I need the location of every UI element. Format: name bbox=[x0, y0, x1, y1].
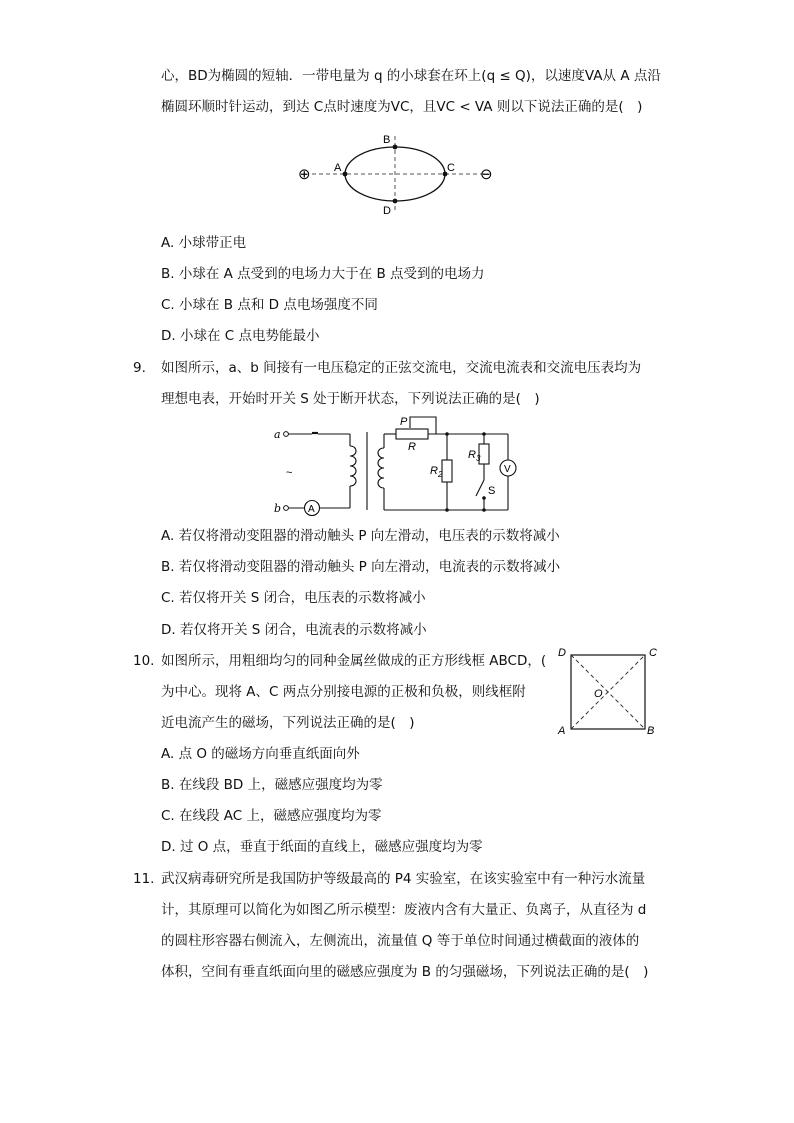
q10-number: 10. bbox=[133, 653, 155, 669]
q11-number: 11. bbox=[133, 871, 155, 887]
q8-option-d: D. 小球在 C 点电势能最小 bbox=[161, 328, 320, 344]
q11-stem-line3: 的圆柱形容器右侧流入，左侧流出，流量值 Q 等于单位时间通过横截面的液体的 bbox=[161, 933, 640, 949]
q10-option-c: C. 在线段 AC 上，磁感应强度均为零 bbox=[161, 808, 382, 824]
q9-circuit-figure bbox=[272, 414, 522, 518]
q9-label-a: a bbox=[274, 428, 281, 441]
q8-label-b: B bbox=[383, 134, 391, 146]
q9-resistor-r3 bbox=[479, 444, 489, 464]
q9-option-b: B. 若仅将滑动变阻器的滑动触头 P 向左滑动，电流表的示数将减小 bbox=[161, 559, 561, 575]
q10-label-d: D bbox=[558, 647, 566, 659]
q9-label-p: P bbox=[400, 416, 408, 428]
q9-junction-1 bbox=[445, 432, 449, 436]
q9-label-r2: $R_2$ bbox=[430, 465, 443, 479]
q10-label-a: A bbox=[558, 725, 566, 737]
q9-ac-source-symbol: ~ bbox=[286, 467, 293, 479]
q9-label-r3: $R_3$ bbox=[468, 449, 481, 463]
q10-option-d: D. 过 O 点，垂直于纸面的直线上，磁感应强度均为零 bbox=[161, 839, 483, 855]
q9-primary-coil bbox=[350, 446, 356, 486]
q10-label-o: O bbox=[594, 688, 603, 700]
q8-point-b bbox=[393, 145, 398, 150]
q11-stem-line2: 计，其原理可以简化为如图乙所示模型：废液内含有大量正、负离子，从直径为 d bbox=[161, 902, 647, 918]
q9-resistor-r2 bbox=[442, 460, 452, 482]
q9-terminal-a bbox=[284, 432, 289, 437]
q9-stem-line2: 理想电表，开始时开关 S 处于断开状态，下列说法正确的是( ) bbox=[161, 391, 540, 407]
q10-square-frame-figure bbox=[554, 644, 664, 738]
q8-option-a: A. 小球带正电 bbox=[161, 235, 247, 251]
q8-stem-line2: 椭圆环顺时针运动，到达 C点时速度为VC，且VC < VA 则以下说法正确的是( ) bbox=[161, 99, 643, 115]
q8-ellipse-figure bbox=[292, 128, 504, 220]
q8-option-b: B. 小球在 A 点受到的电场力大于在 B 点受到的电场力 bbox=[161, 266, 485, 282]
q9-junction-4 bbox=[482, 508, 486, 512]
q9-switch-contact bbox=[482, 496, 486, 500]
q9-junction-2 bbox=[482, 432, 486, 436]
q8-option-c: C. 小球在 B 点和 D 点电场强度不同 bbox=[161, 297, 378, 313]
q8-label-c: C bbox=[447, 162, 455, 174]
q10-stem-line2: 为中心。现将 A、C 两点分别接电源的正极和负极，则线框附 bbox=[161, 684, 526, 700]
q9-ammeter-label: A bbox=[308, 504, 315, 515]
q9-option-a: A. 若仅将滑动变阻器的滑动触头 P 向左滑动，电压表的示数将减小 bbox=[161, 528, 560, 544]
q8-point-d bbox=[393, 199, 398, 204]
q10-stem-line1: 如图所示，用粗细均匀的同种金属丝做成的正方形线框 ABCD，( bbox=[161, 653, 547, 669]
q10-label-b: B bbox=[647, 725, 655, 737]
q10-option-a: A. 点 O 的磁场方向垂直纸面向外 bbox=[161, 746, 360, 762]
q10-label-c: C bbox=[649, 647, 657, 659]
q9-rheostat bbox=[396, 429, 428, 439]
q9-option-d: D. 若仅将开关 S 闭合，电流表的示数将减小 bbox=[161, 622, 427, 638]
q10-stem-line3: 近电流产生的磁场，下列说法正确的是( ) bbox=[161, 715, 415, 731]
q8-label-a: A bbox=[334, 162, 342, 174]
q8-positive-charge: ⊕ bbox=[298, 166, 311, 183]
q9-terminal-b bbox=[284, 506, 289, 511]
q11-stem-line1: 武汉病毒研究所是我国防护等级最高的 P4 实验室，在该实验室中有一种污水流量 bbox=[161, 871, 646, 887]
q9-stem-line1: 如图所示，a、b 间接有一电压稳定的正弦交流电，交流电流表和交流电压表均为 bbox=[161, 360, 642, 376]
q8-stem-line1: 心，BD为椭圆的短轴．一带电量为 q 的小球套在环上(q ≤ Q)，以速度VA从 A 点沿 bbox=[161, 68, 661, 84]
q8-negative-charge: ⊖ bbox=[480, 166, 493, 183]
q8-label-d: D bbox=[383, 205, 391, 217]
q9-secondary-coil bbox=[378, 448, 384, 488]
q9-label-r: R bbox=[408, 441, 416, 453]
q9-label-s: S bbox=[488, 485, 496, 497]
q9-switch-s bbox=[476, 480, 484, 496]
q10-option-b: B. 在线段 BD 上，磁感应强度均为零 bbox=[161, 777, 383, 793]
q8-point-a bbox=[343, 172, 348, 177]
q9-junction-3 bbox=[445, 508, 449, 512]
q11-stem-line4: 体积，空间有垂直纸面向里的磁感应强度为 B 的匀强磁场，下列说法正确的是( ) bbox=[161, 964, 649, 980]
q9-slider-p bbox=[410, 417, 436, 434]
q9-number: 9. bbox=[133, 360, 146, 376]
q9-label-b: b bbox=[274, 502, 282, 515]
q9-voltmeter-label: V bbox=[504, 464, 511, 475]
q9-option-c: C. 若仅将开关 S 闭合，电压表的示数将减小 bbox=[161, 590, 426, 606]
